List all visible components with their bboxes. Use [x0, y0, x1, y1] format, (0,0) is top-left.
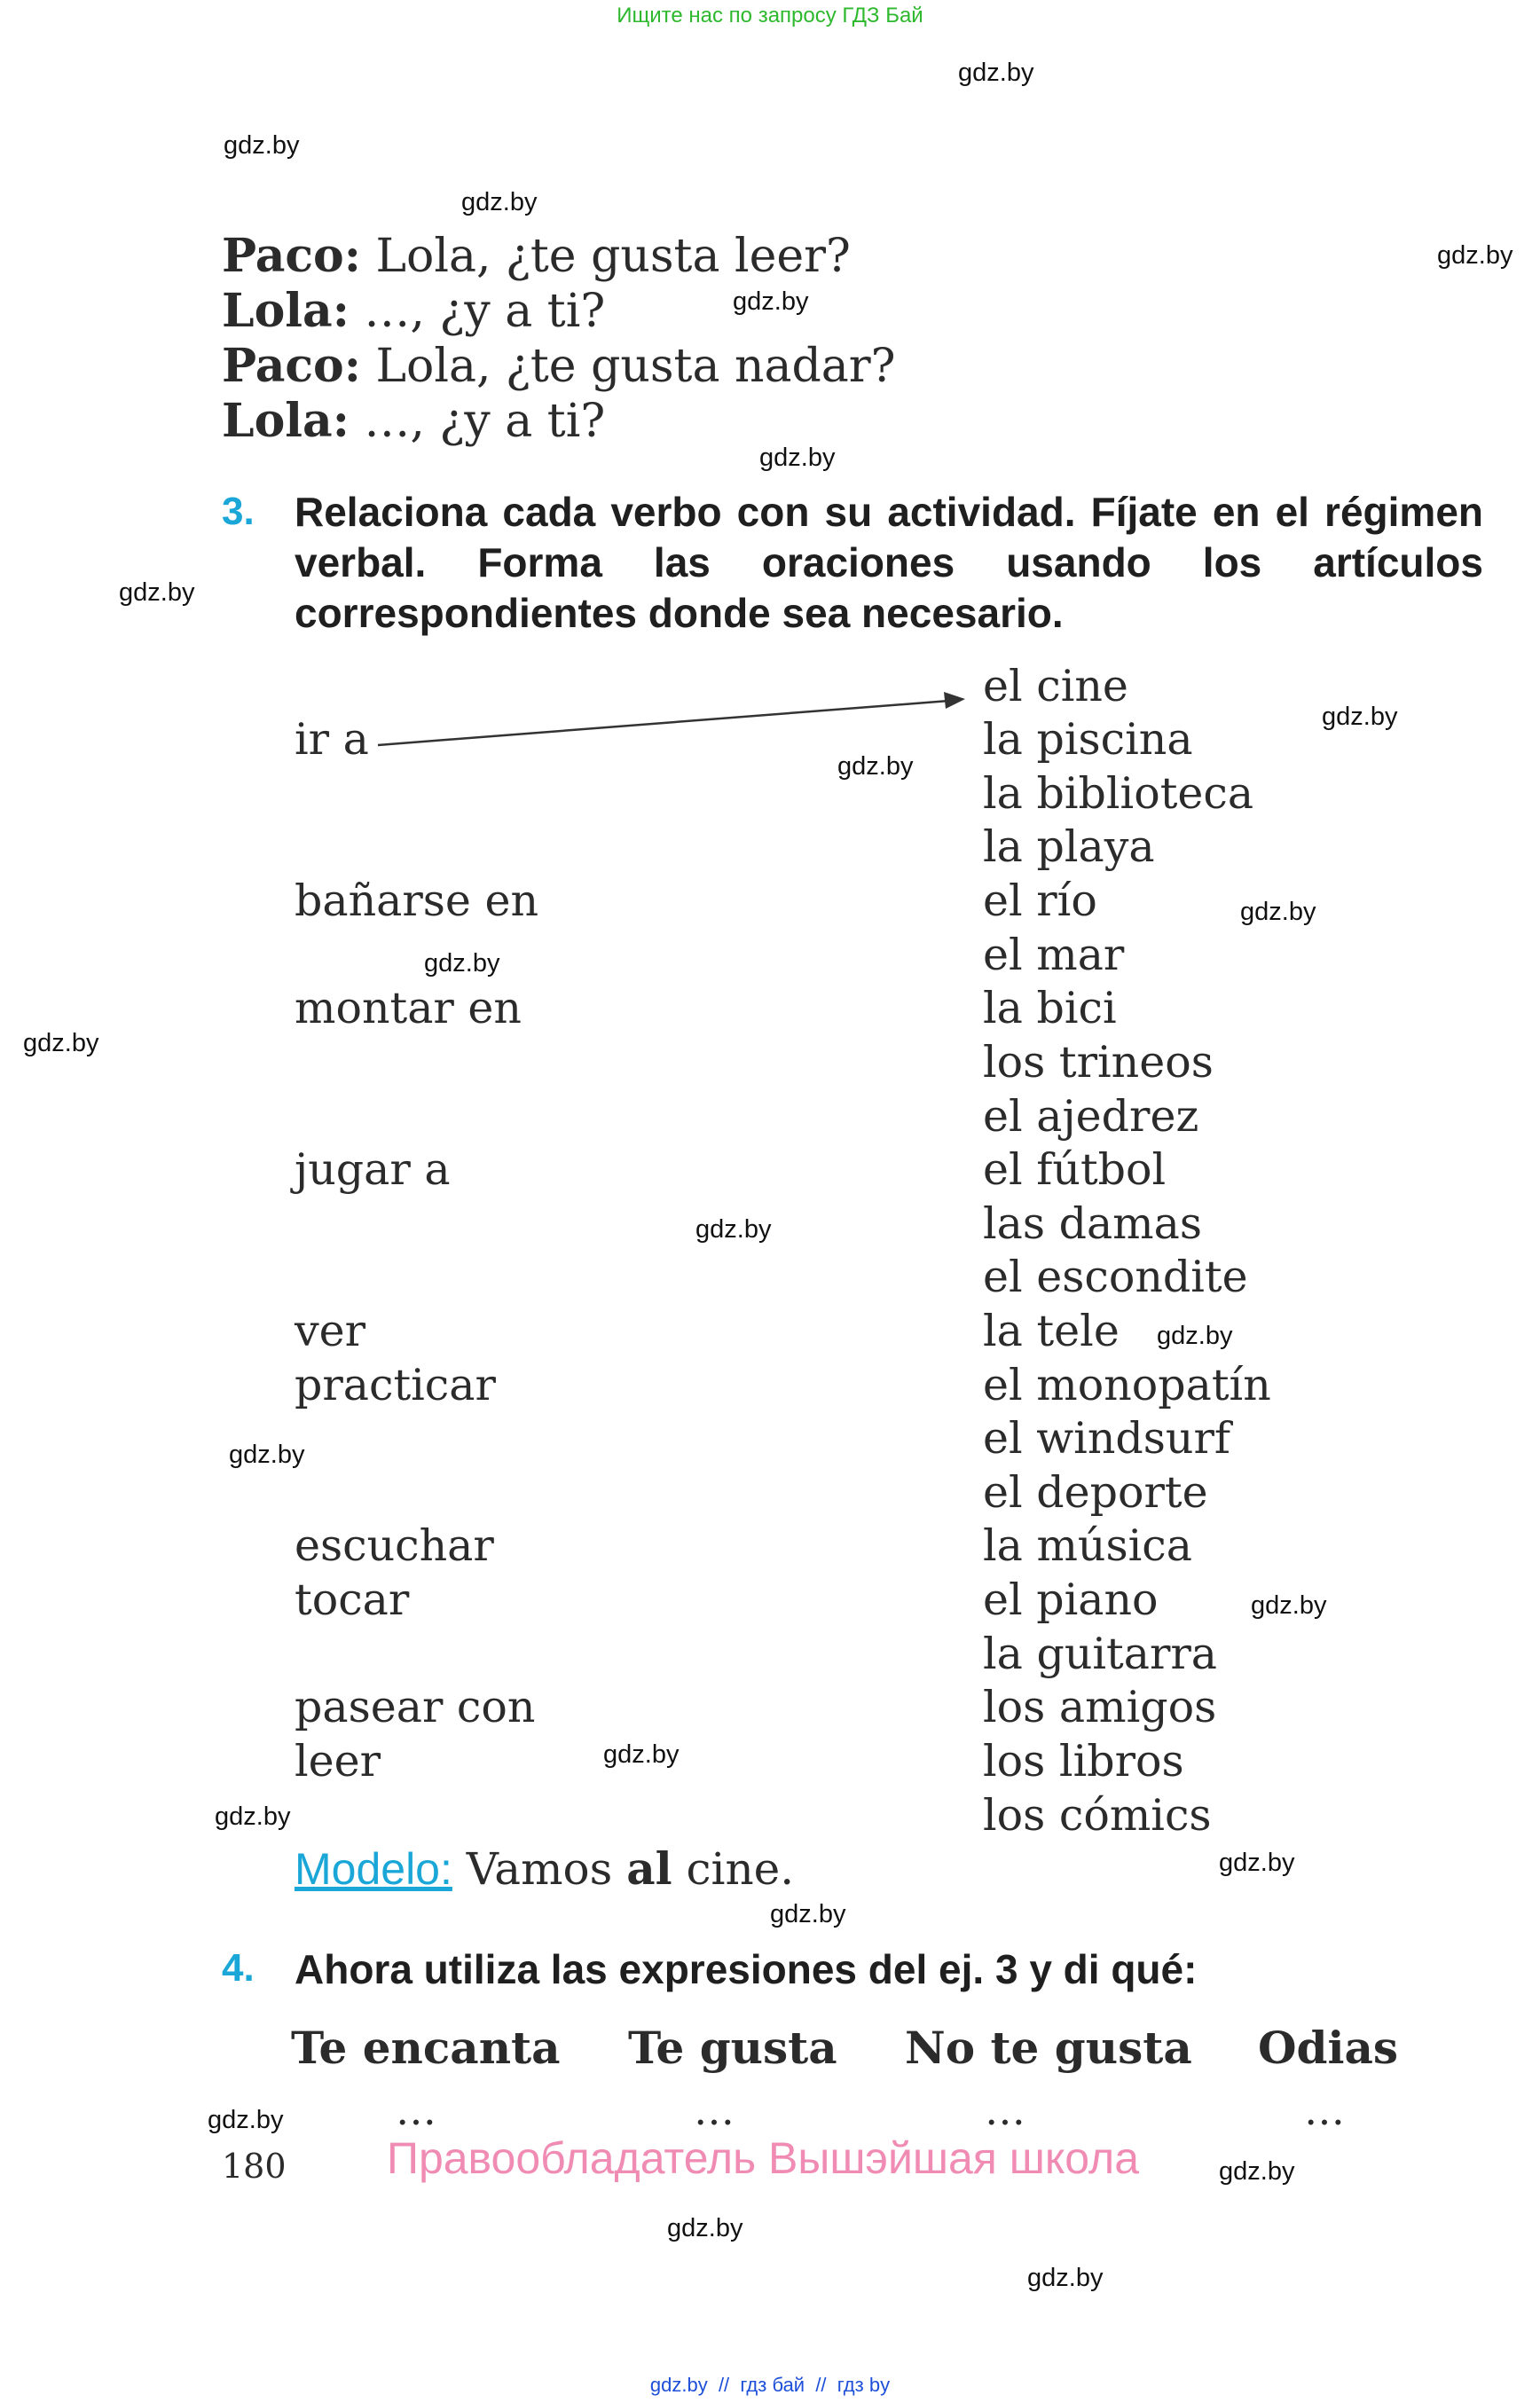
watermark: gdz.by: [759, 444, 836, 472]
watermark: gdz.by: [23, 1029, 99, 1057]
activity-item: la guitarra: [983, 1629, 1218, 1679]
verb-item: bañarse en: [295, 876, 539, 926]
watermark: gdz.by: [461, 188, 538, 216]
answer-placeholder: …: [1304, 2086, 1345, 2134]
model-text-start: Vamos: [452, 1843, 627, 1895]
verb-item: ir a: [295, 714, 369, 765]
watermark: gdz.by: [119, 578, 195, 607]
watermark: gdz.by: [229, 1441, 305, 1469]
activity-item: el monopatín: [983, 1360, 1271, 1410]
watermark: gdz.by: [424, 949, 500, 978]
activity-item: la playa: [983, 821, 1155, 872]
watermark: gdz.by: [770, 1900, 846, 1928]
watermark: gdz.by: [1219, 2157, 1295, 2186]
watermark: gdz.by: [667, 2214, 743, 2242]
activity-item: la tele: [983, 1306, 1120, 1356]
verb-item: escuchar: [295, 1520, 494, 1571]
verb-item: tocar: [295, 1575, 410, 1625]
verb-item: montar en: [295, 983, 522, 1033]
model-text: [452, 1843, 794, 1895]
column-header: Odias: [1258, 2022, 1399, 2074]
verb-item: leer: [295, 1736, 381, 1787]
dialog-speaker: Paco:: [222, 229, 361, 283]
activity-item: los libros: [983, 1736, 1184, 1787]
dialog-speaker: Paco:: [222, 339, 361, 393]
answer-placeholder: …: [985, 2086, 1025, 2134]
watermark: gdz.by: [1251, 1591, 1327, 1620]
activity-item: la piscina: [983, 714, 1193, 765]
page-number: 180: [222, 2147, 287, 2186]
dialog-text: Lola, ¿te gusta leer?: [360, 230, 851, 283]
exercise-4-number: 4.: [222, 1946, 255, 1990]
verb-item: ver: [295, 1306, 366, 1356]
watermark: gdz.by: [603, 1740, 680, 1769]
activity-item: el ajedrez: [983, 1091, 1199, 1142]
activity-item: los amigos: [983, 1682, 1217, 1732]
activity-item: el cine: [983, 661, 1128, 711]
column-header: Te encanta: [291, 2022, 561, 2074]
activity-item: el escondite: [983, 1252, 1248, 1302]
verb-item: pasear con: [295, 1682, 536, 1732]
watermark: gdz.by: [733, 287, 809, 316]
answer-placeholder: …: [396, 2086, 436, 2134]
activity-item: los trineos: [983, 1037, 1214, 1088]
arrow-line: [378, 701, 949, 745]
activity-item: el fútbol: [983, 1144, 1167, 1195]
activity-item: la música: [983, 1520, 1192, 1571]
activity-item: los cómics: [983, 1790, 1212, 1841]
column-header: No te gusta: [905, 2022, 1192, 2074]
watermark: gdz.by: [1219, 1849, 1295, 1877]
footer-links[interactable]: gdz.by // гдз бай // гдз by: [649, 2374, 891, 2396]
dialog-speaker: Lola:: [222, 284, 350, 338]
exercise-4-instruction: Ahora utiliza las expresiones del ej. 3 y di qué:: [295, 1946, 1198, 1992]
model-text-bold: al: [626, 1842, 672, 1895]
watermark: gdz.by: [224, 131, 300, 160]
model-label: Modelo:: [295, 1844, 452, 1894]
dialog-text: Lola, ¿te gusta nadar?: [360, 340, 896, 393]
column-header: Te gusta: [628, 2022, 837, 2074]
dialog-text: …, ¿y a ti?: [349, 285, 606, 338]
watermark: gdz.by: [837, 752, 914, 781]
copyright-notice: Правообладатель Вышэйшая школа: [387, 2133, 1139, 2183]
activity-item: el deporte: [983, 1467, 1208, 1518]
activity-item: la bici: [983, 983, 1117, 1033]
answer-placeholder: …: [694, 2086, 735, 2134]
model-sentence: [295, 1842, 794, 1895]
activity-item: la biblioteca: [983, 768, 1254, 819]
watermark: gdz.by: [695, 1215, 772, 1244]
activity-item: el río: [983, 876, 1097, 926]
top-banner: Ищите нас по запросу ГДЗ Бай: [617, 4, 923, 27]
verb-item: practicar: [295, 1360, 496, 1410]
watermark: gdz.by: [1437, 241, 1513, 270]
model-text-end: cine.: [672, 1843, 795, 1895]
exercise-3-instruction: Relaciona cada verbo con su actividad. Fíjate en el régimen verbal. Forma las oraciones usando los artículos correspondientes donde sea necesario.: [295, 489, 1483, 636]
activity-item: el piano: [983, 1575, 1159, 1625]
arrow-head: [944, 692, 965, 709]
activity-item: las damas: [983, 1198, 1203, 1249]
dialog-speaker: Lola:: [222, 394, 350, 448]
watermark: gdz.by: [1157, 1322, 1233, 1350]
dialog-text: …, ¿y a ti?: [349, 395, 606, 448]
watermark: gdz.by: [215, 1802, 291, 1831]
exercise-3-number: 3.: [222, 490, 255, 533]
activity-item: el mar: [983, 930, 1125, 980]
verb-item: jugar a: [295, 1144, 451, 1195]
watermark: gdz.by: [958, 59, 1034, 87]
watermark: gdz.by: [1027, 2264, 1104, 2292]
activity-item: el windsurf: [983, 1413, 1231, 1464]
watermark: gdz.by: [1322, 703, 1398, 731]
watermark: gdz.by: [208, 2106, 284, 2134]
watermark: gdz.by: [1240, 898, 1316, 926]
